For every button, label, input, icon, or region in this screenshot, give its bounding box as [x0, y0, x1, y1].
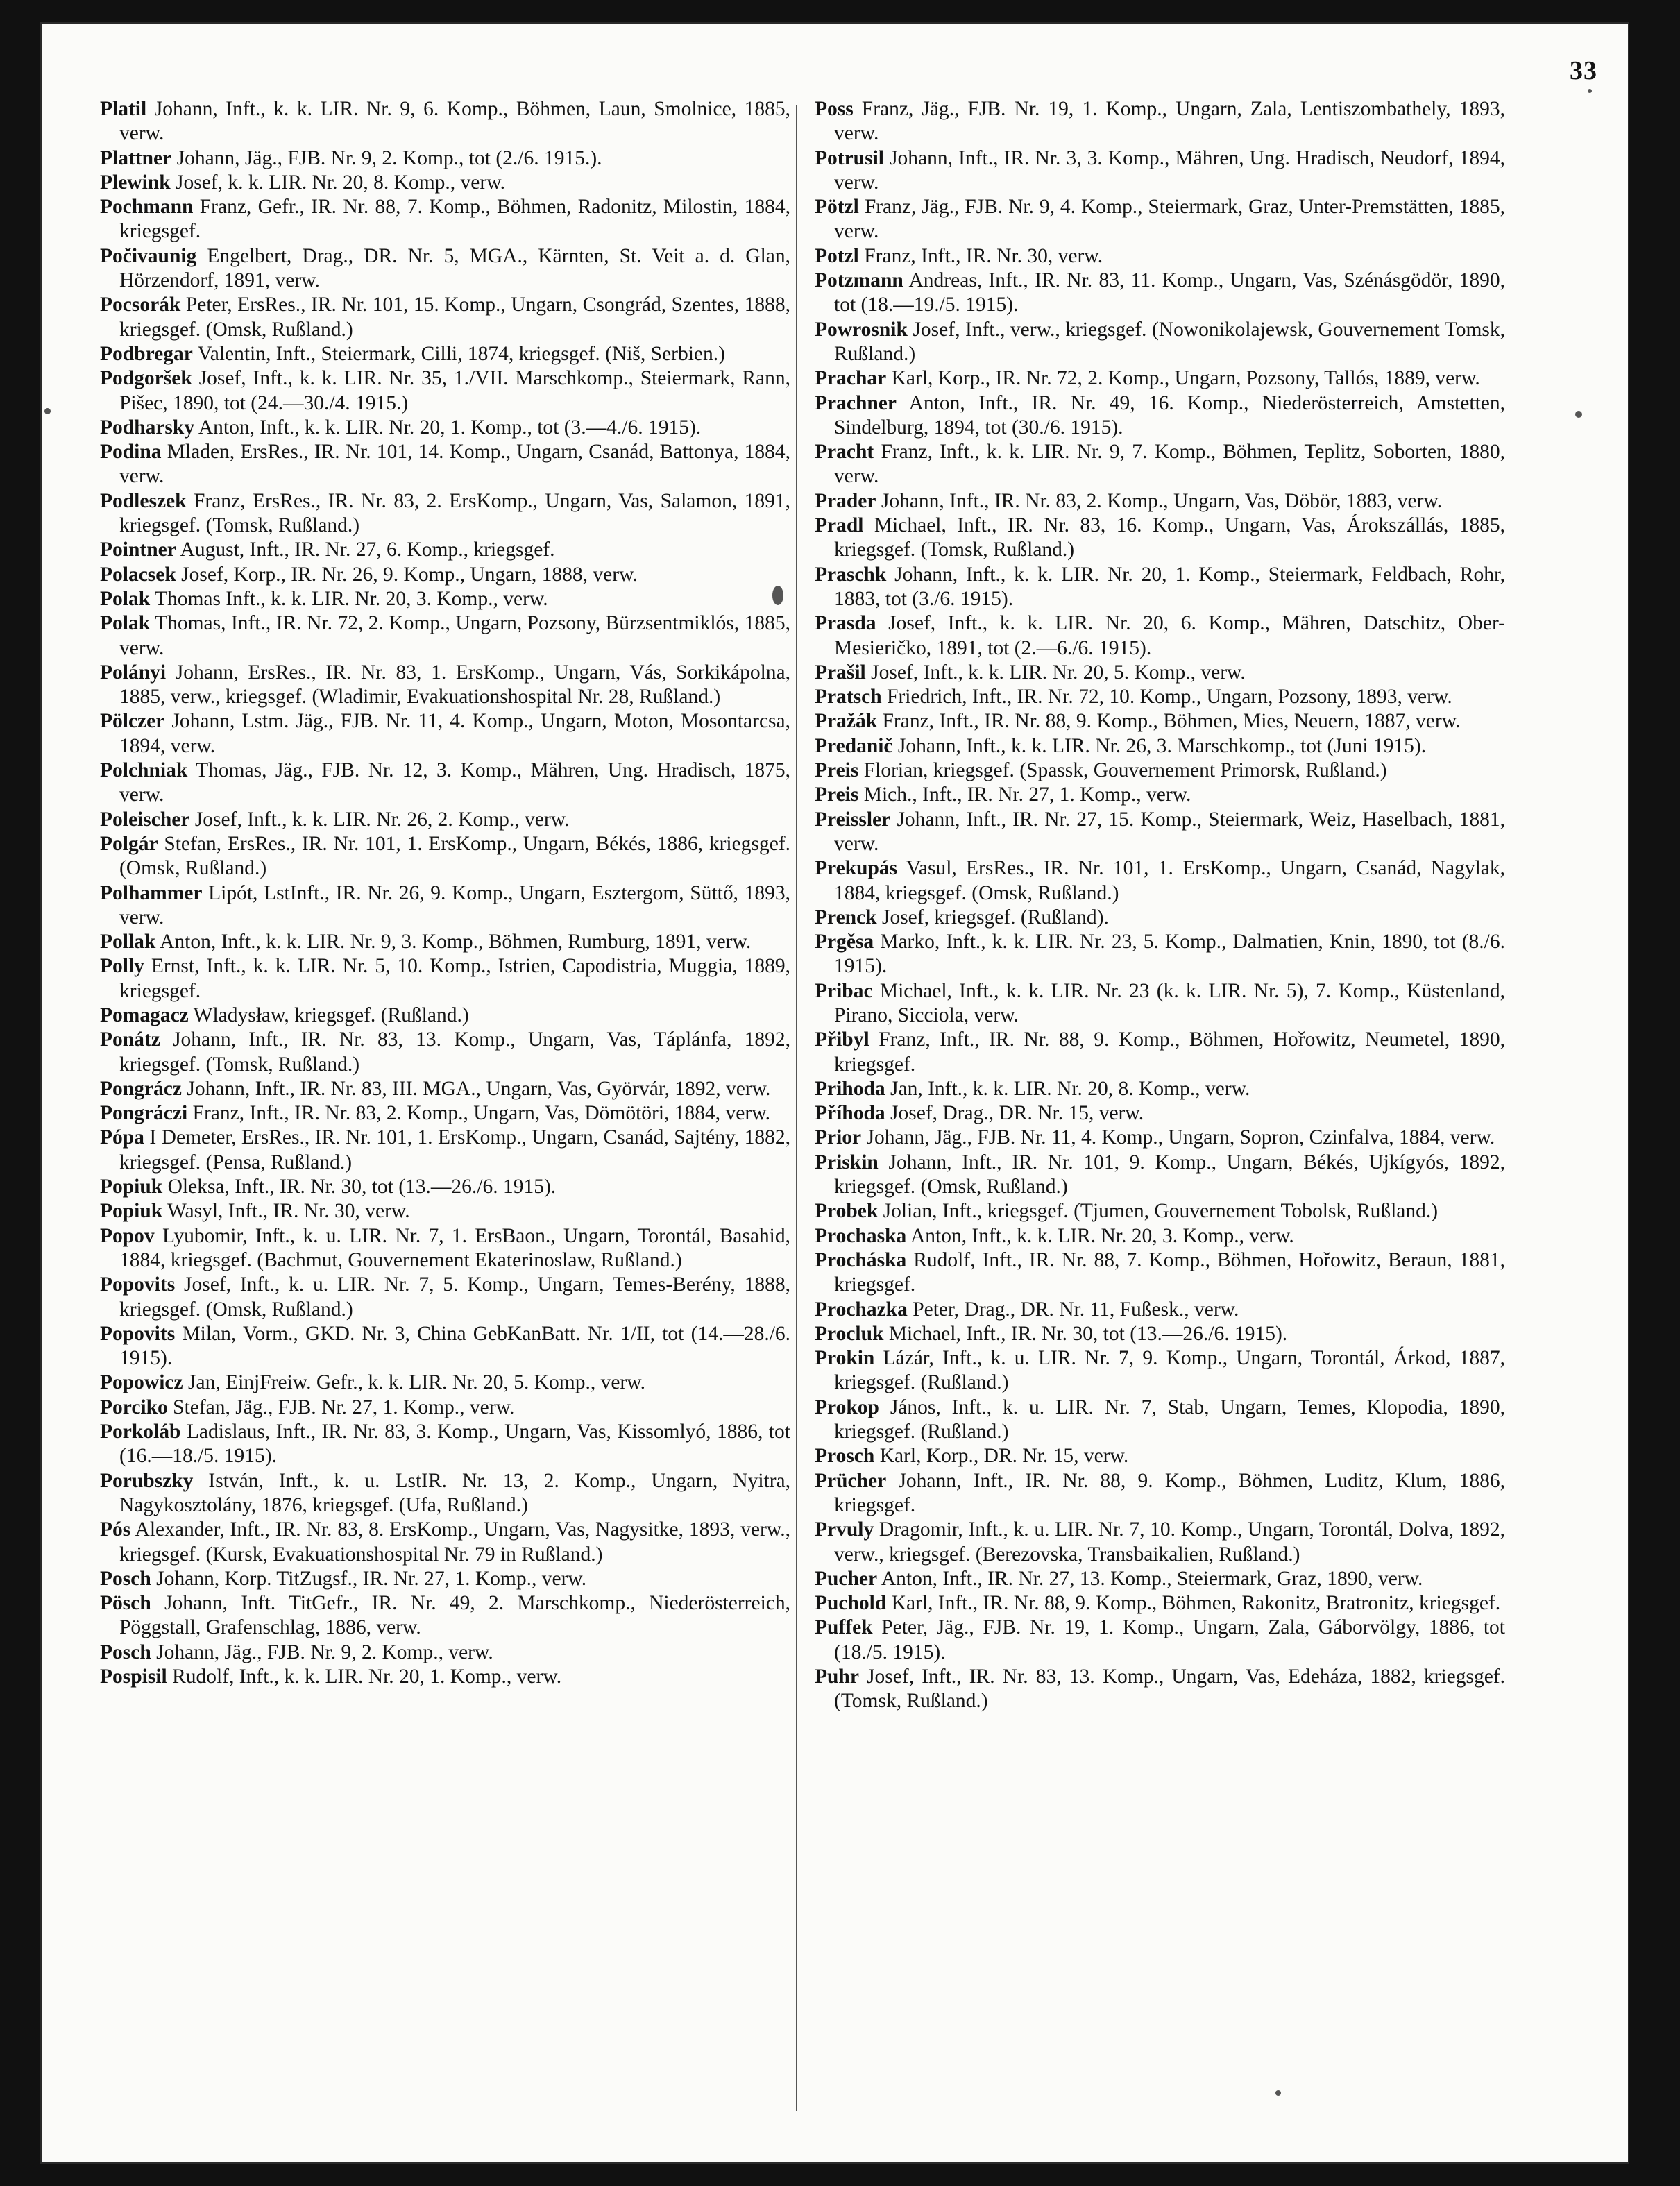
list-item	[815, 783, 1505, 807]
list-item	[815, 808, 1505, 857]
entry-surname: Prvuly	[815, 1518, 874, 1541]
entry-surname: Predanič	[815, 734, 893, 757]
entry-details: Franz, Jäg., FJB. Nr. 9, 4. Komp., Steiermark, Graz, Unter-Premstätten, 1885, verw.	[834, 196, 1506, 243]
list-item	[815, 1298, 1505, 1322]
list-item	[815, 97, 1505, 146]
entry-details: Peter, Drag., DR. Nr. 11, Fußesk., verw.	[913, 1298, 1239, 1321]
entry-details: Josef, Korp., IR. Nr. 26, 9. Komp., Ungarn, 1888, verw.	[181, 563, 638, 586]
entry-surname: Probek	[815, 1200, 879, 1223]
entry-surname: Poss	[815, 98, 854, 120]
entry-details: Thomas, Inft., IR. Nr. 72, 2. Komp., Ungarn, Pozsony, Bürzsentmiklós, 1885, verw.	[119, 612, 790, 659]
list-item	[815, 1346, 1505, 1396]
list-item	[100, 440, 790, 489]
entry-surname: Popov	[100, 1224, 155, 1247]
entry-surname: Počivaunig	[100, 244, 197, 267]
entry-surname: Pölczer	[100, 710, 165, 733]
entry-surname: Pradl	[815, 514, 864, 537]
list-item	[100, 881, 790, 931]
entry-details: Friedrich, Inft., IR. Nr. 72, 10. Komp., Ungarn, Pozsony, 1893, verw.	[887, 686, 1452, 709]
entry-details: Karl, Korp., DR. Nr. 15, verw.	[879, 1445, 1129, 1468]
entry-surname: Prücher	[815, 1469, 887, 1492]
entry-surname: Pracht	[815, 441, 874, 464]
list-item	[100, 1175, 790, 1199]
list-item	[815, 661, 1505, 685]
entry-details: Franz, Inft., IR. Nr. 88, 9. Komp., Böhmen, Mies, Neuern, 1887, verw.	[882, 710, 1461, 733]
entry-details: Franz, ErsRes., IR. Nr. 83, 2. ErsKomp., Ungarn, Vas, Salamon, 1891, kriegsgef. (Tomsk, Rußland.)	[119, 489, 790, 537]
entry-details: Josef, k. k. LIR. Nr. 20, 8. Komp., verw.	[176, 171, 505, 194]
entry-surname: Porkoláb	[100, 1421, 181, 1443]
entry-surname: Poleischer	[100, 808, 190, 831]
entry-details: Franz, Jäg., FJB. Nr. 19, 1. Komp., Ungarn, Zala, Lentiszombathely, 1893, verw.	[834, 98, 1505, 145]
list-item	[815, 1199, 1505, 1223]
list-item	[100, 832, 790, 881]
entry-details: Ernst, Inft., k. k. LIR. Nr. 5, 10. Komp., Istrien, Capodistria, Muggia, 1889, kriegsgef.	[119, 955, 790, 1002]
entry-details: Franz, Inft., IR. Nr. 83, 2. Komp., Ungarn, Vas, Dömötöri, 1884, verw.	[192, 1102, 770, 1125]
entry-surname: Ponátz	[100, 1028, 160, 1051]
entry-surname: Pós	[100, 1518, 131, 1541]
entry-surname: Pražák	[815, 710, 878, 733]
entry-details: Josef, Inft., verw., kriegsgef. (Nowonikolajewsk, Gouvernement Tomsk, Rußland.)	[834, 318, 1505, 365]
entry-surname: Plattner	[100, 146, 172, 169]
list-item	[100, 1591, 790, 1641]
entry-details: Karl, Inft., IR. Nr. 88, 9. Komp., Böhmen, Rakonitz, Bratronitz, kriegsgef.	[891, 1592, 1501, 1615]
entry-surname: Pochmann	[100, 196, 194, 219]
entry-surname: Pösch	[100, 1592, 151, 1615]
entry-details: Stefan, ErsRes., IR. Nr. 101, 1. ErsKomp., Ungarn, Békés, 1886, kriegsgef. (Omsk, Rußland.)	[119, 832, 790, 880]
entry-details: Anton, Inft., IR. Nr. 27, 13. Komp., Steiermark, Graz, 1890, verw.	[881, 1567, 1423, 1590]
list-item	[100, 1077, 790, 1101]
entry-details: Karl, Korp., IR. Nr. 72, 2. Komp., Ungarn, Pozsony, Tallós, 1889, verw.	[891, 367, 1480, 390]
entry-surname: Příhoda	[815, 1102, 885, 1125]
list-item	[100, 1396, 790, 1420]
list-item	[815, 489, 1505, 514]
entry-surname: Pötzl	[815, 196, 859, 219]
list-item	[815, 440, 1505, 489]
entry-surname: Preis	[815, 783, 859, 806]
list-item	[100, 416, 790, 440]
entry-surname: Powrosnik	[815, 318, 908, 341]
entry-details: Mladen, ErsRes., IR. Nr. 101, 14. Komp., Ungarn, Csanád, Battonya, 1884, verw.	[119, 441, 791, 488]
list-item	[100, 1322, 790, 1371]
entry-details: Josef, kriegsgef. (Rußland).	[881, 906, 1109, 929]
entry-details: Josef, Inft., k. k. LIR. Nr. 20, 6. Komp., Mähren, Datschitz, Ober-Mesieričko, 1891, tot (2.—6./6. 1915).	[834, 612, 1506, 659]
entry-surname: Puhr	[815, 1666, 859, 1688]
entry-surname: Prašil	[815, 661, 866, 684]
entry-details: Wladysław, kriegsgef. (Rußland.)	[193, 1003, 469, 1026]
entry-surname: Puchold	[815, 1592, 887, 1615]
entry-details: Johann, Inft., IR. Nr. 101, 9. Komp., Ungarn, Békés, Ujkígyós, 1892, kriegsgef. (Omsk, Rußland.)	[834, 1151, 1505, 1198]
entry-details: Ladislaus, Inft., IR. Nr. 83, 3. Komp., Ungarn, Vas, Kissomlyó, 1886, tot (16.—18./5. 1915).	[119, 1421, 790, 1468]
entry-details: Peter, Jäg., FJB. Nr. 19, 1. Komp., Ungarn, Zala, Gáborvölgy, 1886, tot (18./5. 1915).	[834, 1616, 1506, 1663]
entry-details: Valentin, Inft., Steiermark, Cilli, 1874, kriegsgef. (Niš, Serbien.)	[197, 342, 725, 365]
right-column	[815, 97, 1505, 1714]
entry-surname: Pointner	[100, 539, 176, 561]
entry-details: Johann, Inft., IR. Nr. 88, 9. Komp., Böhmen, Luditz, Klum, 1886, kriegsgef.	[834, 1469, 1505, 1516]
page-number: 33	[1570, 56, 1597, 85]
list-item	[100, 97, 790, 146]
entry-details: Oleksa, Inft., IR. Nr. 30, tot (13.—26./6. 1915).	[167, 1176, 557, 1198]
list-item	[100, 366, 790, 416]
entry-details: Johann, Lstm. Jäg., FJB. Nr. 11, 4. Komp., Ungarn, Moton, Mosontarcsa, 1894, verw.	[119, 710, 791, 757]
entry-details: Johann, Inft., k. k. LIR. Nr. 9, 6. Komp., Böhmen, Laun, Smolnice, 1885, verw.	[119, 98, 791, 145]
entry-surname: Prgěsa	[815, 931, 874, 954]
list-item	[815, 269, 1505, 318]
list-item	[815, 1126, 1505, 1150]
entry-details: Milan, Vorm., GKD. Nr. 3, China GebKanBatt. Nr. 1/II, tot (14.—28./6. 1915).	[119, 1322, 791, 1370]
list-item	[100, 538, 790, 562]
list-item	[815, 1322, 1505, 1346]
entry-surname: Prokop	[815, 1396, 879, 1418]
list-item	[815, 685, 1505, 709]
entry-surname: Prochaska	[815, 1224, 907, 1247]
entry-surname: Pongráczi	[100, 1102, 188, 1125]
entry-surname: Plewink	[100, 171, 171, 194]
list-item	[815, 391, 1505, 441]
list-item	[100, 1101, 790, 1126]
entry-surname: Popowicz	[100, 1371, 183, 1394]
entry-details: István, Inft., k. u. LstIR. Nr. 13, 2. Komp., Ungarn, Nyitra, Nagykosztolány, 1876, kriegsgef. (Ufa, Rußland.)	[119, 1469, 791, 1516]
entry-details: Thomas, Jäg., FJB. Nr. 12, 3. Komp., Mähren, Ung. Hradisch, 1875, verw.	[119, 759, 790, 806]
entry-details: Thomas Inft., k. k. LIR. Nr. 20, 3. Komp., verw.	[154, 587, 548, 610]
entry-details: Anton, Inft., IR. Nr. 49, 16. Komp., Niederösterreich, Amstetten, Sindelburg, 1894, tot (30./6. 1915).	[834, 391, 1505, 439]
entry-details: Johann, Inft., k. k. LIR. Nr. 20, 1. Komp., Steiermark, Feldbach, Rohr, 1883, tot (3./6. 1915).	[834, 563, 1506, 610]
entry-details: Franz, Inft., k. k. LIR. Nr. 9, 7. Komp., Böhmen, Teplitz, Soborten, 1880, verw.	[834, 441, 1506, 488]
entry-surname: Procluk	[815, 1322, 884, 1345]
entry-details: Johann, Inft., k. k. LIR. Nr. 26, 3. Marschkomp., tot (Juni 1915).	[897, 734, 1427, 757]
list-item	[100, 1567, 790, 1591]
list-item	[815, 244, 1505, 269]
list-item	[100, 195, 790, 244]
entry-surname: Pópa	[100, 1126, 144, 1149]
entry-surname: Prokin	[815, 1347, 875, 1370]
entry-surname: Pratsch	[815, 686, 882, 709]
entry-surname: Porciko	[100, 1396, 168, 1418]
list-item	[815, 1444, 1505, 1468]
entry-surname: Prachner	[815, 391, 897, 414]
list-item	[100, 1003, 790, 1028]
entry-details: Johann, Inft., IR. Nr. 83, 2. Komp., Ungarn, Vas, Döbör, 1883, verw.	[881, 489, 1443, 512]
entry-surname: Porubszky	[100, 1469, 194, 1492]
list-item	[815, 195, 1505, 244]
list-item	[100, 1665, 790, 1689]
entry-surname: Potzl	[815, 244, 859, 267]
entry-details: Anton, Inft., k. k. LIR. Nr. 20, 1. Komp., tot (3.—4./6. 1915).	[198, 416, 702, 439]
entry-details: Jan, Inft., k. k. LIR. Nr. 20, 8. Komp., verw.	[890, 1077, 1250, 1100]
list-item	[815, 1567, 1505, 1591]
entry-surname: Potzmann	[815, 269, 903, 292]
entry-surname: Polányi	[100, 661, 167, 684]
entry-details: Josef, Inft., k. k. LIR. Nr. 20, 5. Komp., verw.	[871, 661, 1246, 684]
entry-details: I Demeter, ErsRes., IR. Nr. 101, 1. ErsKomp., Ungarn, Csanád, Sajtény, 1882, kriegsgef. (Pensa, Rußland.)	[119, 1126, 791, 1174]
entry-surname: Popovits	[100, 1273, 176, 1296]
list-item	[100, 1518, 790, 1567]
list-item	[100, 1126, 790, 1175]
entry-details: Johann, Korp. TitZugsf., IR. Nr. 27, 1. Komp., verw.	[156, 1567, 587, 1590]
entry-surname: Polak	[100, 612, 151, 635]
entry-surname: Přibyl	[815, 1028, 869, 1051]
entry-details: Peter, ErsRes., IR. Nr. 101, 15. Komp., Ungarn, Csongrád, Szentes, 1888, kriegsgef. (Omsk, Rußland.)	[119, 294, 790, 341]
list-item	[815, 709, 1505, 734]
entry-surname: Podbregar	[100, 342, 193, 365]
entry-details: Lázár, Inft., k. u. LIR. Nr. 7, 9. Komp., Ungarn, Torontál, Árkod, 1887, kriegsgef. (Rußland.)	[834, 1347, 1505, 1394]
entry-details: Florian, kriegsgef. (Spassk, Gouvernement Primorsk, Rußland.)	[863, 759, 1387, 782]
entry-details: Johann, Inft. TitGefr., IR. Nr. 49, 2. Marschkomp., Niederösterreich, Pöggstall, Grafenschlag, 1886, verw.	[119, 1592, 791, 1639]
list-item	[815, 366, 1505, 391]
list-item	[815, 906, 1505, 930]
entry-surname: Polchniak	[100, 759, 188, 782]
list-item	[815, 318, 1505, 367]
entry-surname: Prochazka	[815, 1298, 908, 1321]
list-item	[815, 1028, 1505, 1077]
entry-details: Anton, Inft., k. k. LIR. Nr. 9, 3. Komp., Böhmen, Rumburg, 1891, verw.	[160, 931, 752, 954]
entry-surname: Prasda	[815, 612, 876, 635]
list-item	[100, 489, 790, 539]
entry-details: Lyubomir, Inft., k. u. LIR. Nr. 7, 1. ErsBaon., Ungarn, Torontál, Basahid, 1884, kriegsgef. (Bachmut, Gouvernement Ekaterinoslaw, Rußland.)	[119, 1224, 790, 1271]
entry-surname: Priskin	[815, 1151, 879, 1174]
entry-surname: Pribac	[815, 979, 873, 1002]
entry-details: Josef, Drag., DR. Nr. 15, verw.	[890, 1102, 1144, 1125]
entry-surname: Puffek	[815, 1616, 873, 1639]
entry-surname: Popiuk	[100, 1176, 163, 1198]
entry-details: Rudolf, Inft., k. k. LIR. Nr. 20, 1. Komp., verw.	[172, 1666, 562, 1688]
entry-surname: Pucher	[815, 1567, 878, 1590]
entry-surname: Podharsky	[100, 416, 195, 439]
print-speck	[44, 408, 51, 414]
entry-details: Alexander, Inft., IR. Nr. 83, 8. ErsKomp., Ungarn, Vas, Nagysitke, 1893, verw., kriegsgef. (Kursk, Evakuationshospital Nr. 79 in Rußland.)	[119, 1518, 791, 1566]
entry-details: Wasyl, Inft., IR. Nr. 30, verw.	[167, 1200, 410, 1223]
list-item	[100, 1199, 790, 1223]
entry-details: Jan, EinjFreiw. Gefr., k. k. LIR. Nr. 20, 5. Komp., verw.	[188, 1371, 646, 1394]
list-item	[100, 587, 790, 611]
entry-surname: Pospisil	[100, 1666, 167, 1688]
entry-surname: Pollak	[100, 931, 156, 954]
list-item	[815, 1616, 1505, 1665]
list-item	[100, 930, 790, 954]
entry-surname: Podgoršek	[100, 367, 192, 390]
list-item	[815, 1224, 1505, 1248]
list-item	[815, 1518, 1505, 1567]
entry-details: Michael, Inft., k. k. LIR. Nr. 23 (k. k. LIR. Nr. 5), 7. Komp., Küstenland, Pirano, Sicciola, verw.	[834, 979, 1506, 1026]
document-page	[40, 22, 1629, 2164]
list-item	[100, 1469, 790, 1518]
entry-surname: Pocsorák	[100, 294, 181, 316]
entry-surname: Platil	[100, 98, 147, 120]
list-item	[815, 979, 1505, 1028]
entry-surname: Podleszek	[100, 489, 187, 512]
entry-surname: Polly	[100, 955, 144, 978]
entry-surname: Praschk	[815, 563, 887, 586]
entry-details: Mich., Inft., IR. Nr. 27, 1. Komp., verw.	[863, 783, 1191, 806]
list-item	[815, 1101, 1505, 1126]
list-item	[815, 146, 1505, 196]
list-item	[100, 1641, 790, 1665]
list-item	[100, 759, 790, 808]
list-item	[100, 954, 790, 1003]
entry-details: Johann, Inft., IR. Nr. 27, 15. Komp., Steiermark, Weiz, Haselbach, 1881, verw.	[834, 808, 1505, 855]
list-item	[100, 808, 790, 832]
list-item	[815, 563, 1505, 612]
entry-surname: Polhammer	[100, 881, 203, 904]
entry-details: Josef, Inft., k. u. LIR. Nr. 7, 5. Komp., Ungarn, Temes-Berény, 1888, kriegsgef. (Omsk, Rußland.)	[119, 1273, 791, 1321]
entry-details: Stefan, Jäg., FJB. Nr. 27, 1. Komp., verw.	[173, 1396, 515, 1418]
entry-details: Johann, Jäg., FJB. Nr. 9, 2. Komp., verw.	[156, 1641, 493, 1663]
column-divider	[796, 105, 797, 2111]
entry-details: Franz, Inft., IR. Nr. 30, verw.	[864, 244, 1103, 267]
entry-surname: Prosch	[815, 1445, 875, 1468]
list-item	[815, 1248, 1505, 1298]
print-speck	[1575, 411, 1582, 418]
entry-details: Franz, Gefr., IR. Nr. 88, 7. Komp., Böhmen, Radonitz, Milostin, 1884, kriegsgef.	[119, 196, 791, 243]
list-item	[100, 244, 790, 294]
list-item	[100, 146, 790, 171]
entry-details: Michael, Inft., IR. Nr. 30, tot (13.—26./6. 1915).	[888, 1322, 1288, 1345]
list-item	[815, 611, 1505, 661]
print-speck	[772, 586, 783, 605]
entry-details: Marko, Inft., k. k. LIR. Nr. 23, 5. Komp., Dalmatien, Knin, 1890, tot (8./6. 1915).	[834, 931, 1506, 978]
entry-surname: Posch	[100, 1641, 151, 1663]
list-item	[100, 1273, 790, 1322]
entry-surname: Prekupás	[815, 857, 898, 880]
entry-details: Franz, Inft., IR. Nr. 88, 9. Komp., Böhmen, Hořowitz, Neumetel, 1890, kriegsgef.	[834, 1028, 1505, 1076]
entry-surname: Prenck	[815, 906, 877, 929]
entry-details: Lipót, LstInft., IR. Nr. 26, 9. Komp., Ungarn, Esztergom, Süttő, 1893, verw.	[119, 881, 791, 929]
list-item	[100, 1224, 790, 1273]
entry-details: Josef, Inft., IR. Nr. 83, 13. Komp., Ungarn, Vas, Edeháza, 1882, kriegsgef. (Tomsk, Rußland.)	[834, 1666, 1506, 1713]
list-item	[100, 293, 790, 342]
list-item	[815, 1077, 1505, 1101]
list-item	[100, 611, 790, 661]
entry-details: Josef, Inft., k. k. LIR. Nr. 35, 1./VII. Marschkomp., Steiermark, Rann, Pišec, 1890, tot (24.—30./4. 1915.)	[119, 367, 791, 414]
list-item	[815, 930, 1505, 979]
entry-surname: Pomagacz	[100, 1003, 189, 1026]
entry-details: Michael, Inft., IR. Nr. 83, 16. Komp., Ungarn, Vas, Árokszállás, 1885, kriegsgef. (Tomsk, Rußland.)	[834, 514, 1506, 561]
entry-surname: Preis	[815, 759, 859, 782]
list-item	[815, 734, 1505, 759]
entry-details: Anton, Inft., k. k. LIR. Nr. 20, 3. Komp., verw.	[910, 1224, 1294, 1247]
entry-surname: Pongrácz	[100, 1077, 182, 1100]
list-item	[815, 1469, 1505, 1518]
entry-surname: Polgár	[100, 832, 158, 855]
list-item	[100, 661, 790, 710]
entry-surname: Popovits	[100, 1322, 176, 1345]
list-item	[100, 1420, 790, 1469]
entry-surname: Posch	[100, 1567, 151, 1590]
entry-surname: Prior	[815, 1126, 862, 1149]
list-item	[100, 342, 790, 366]
list-item	[815, 1396, 1505, 1445]
list-item	[815, 1665, 1505, 1714]
entry-details: Dragomir, Inft., k. u. LIR. Nr. 7, 10. Komp., Ungarn, Torontál, Dolva, 1892, verw., kriegsgef. (Berezovska, Transbaikalien, Rußland.)	[834, 1518, 1506, 1566]
entry-surname: Procháska	[815, 1248, 907, 1271]
entry-surname: Polak	[100, 587, 151, 610]
left-column	[100, 97, 790, 1689]
print-speck	[1275, 2090, 1281, 2096]
entry-surname: Prachar	[815, 367, 887, 390]
entry-surname: Polacsek	[100, 563, 176, 586]
list-item	[100, 1371, 790, 1395]
list-item	[815, 1151, 1505, 1200]
list-item	[100, 709, 790, 759]
entry-surname: Prader	[815, 489, 876, 512]
entry-details: Johann, Inft., IR. Nr. 3, 3. Komp., Mähren, Ung. Hradisch, Neudorf, 1894, verw.	[834, 146, 1506, 194]
entry-surname: Potrusil	[815, 146, 884, 169]
entry-details: Vasul, ErsRes., IR. Nr. 101, 1. ErsKomp., Ungarn, Csanád, Nagylak, 1884, kriegsgef. (Omsk, Rußland.)	[834, 857, 1506, 904]
entry-surname: Podina	[100, 441, 162, 464]
entry-details: Rudolf, Inft., IR. Nr. 88, 7. Komp., Böhmen, Hořowitz, Beraun, 1881, kriegsgef.	[834, 1248, 1505, 1296]
entry-details: August, Inft., IR. Nr. 27, 6. Komp., kriegsgef.	[180, 539, 555, 561]
print-speck	[1588, 89, 1592, 93]
entry-details: Johann, Inft., IR. Nr. 83, III. MGA., Ungarn, Vas, Györvár, 1892, verw.	[187, 1077, 771, 1100]
entry-surname: Prihoda	[815, 1077, 885, 1100]
entry-details: Josef, Inft., k. k. LIR. Nr. 26, 2. Komp., verw.	[194, 808, 570, 831]
entry-surname: Popiuk	[100, 1200, 163, 1223]
list-item	[100, 563, 790, 587]
entry-surname: Preissler	[815, 808, 891, 831]
list-item	[100, 171, 790, 195]
list-item	[815, 856, 1505, 906]
entry-details: Johann, Jäg., FJB. Nr. 9, 2. Komp., tot (2./6. 1915.).	[176, 146, 602, 169]
list-item	[100, 1028, 790, 1077]
entry-details: Johann, ErsRes., IR. Nr. 83, 1. ErsKomp., Ungarn, Vás, Sorkikápolna, 1885, verw., kriegsgef. (Wladimir, Evakuationshospital Nr. 28, Rußland.)	[119, 661, 790, 709]
list-item	[815, 1591, 1505, 1616]
list-item	[815, 759, 1505, 783]
entry-details: Engelbert, Drag., DR. Nr. 5, MGA., Kärnten, St. Veit a. d. Glan, Hörzendorf, 1891, verw.	[119, 244, 791, 292]
list-item	[815, 514, 1505, 563]
entry-details: Andreas, Inft., IR. Nr. 83, 11. Komp., Ungarn, Vas, Szénásgödör, 1890, tot (18.—19./5. 1915).	[834, 269, 1505, 316]
entry-details: Jolian, Inft., kriegsgef. (Tjumen, Gouvernement Tobolsk, Rußland.)	[883, 1200, 1439, 1223]
entry-details: János, Inft., k. u. LIR. Nr. 7, Stab, Ungarn, Temes, Klopodia, 1890, kriegsgef. (Rußland.)	[834, 1396, 1505, 1443]
entry-details: Johann, Inft., IR. Nr. 83, 13. Komp., Ungarn, Vas, Táplánfa, 1892, kriegsgef. (Tomsk, Rußland.)	[119, 1028, 790, 1076]
entry-details: Johann, Jäg., FJB. Nr. 11, 4. Komp., Ungarn, Sopron, Czinfalva, 1884, verw.	[866, 1126, 1495, 1149]
